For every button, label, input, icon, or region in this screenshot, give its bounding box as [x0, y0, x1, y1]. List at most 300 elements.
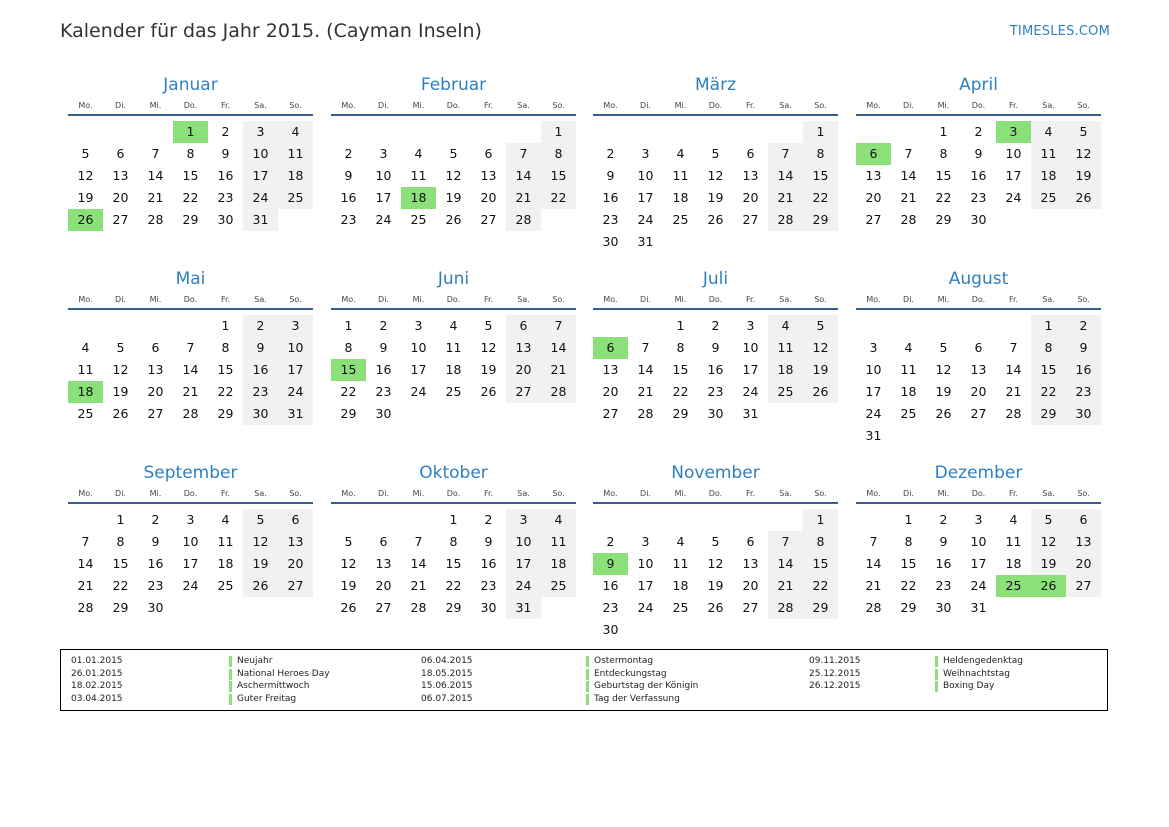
day-cell: 7	[904, 146, 913, 161]
day-cell: 24	[243, 187, 278, 209]
day-cell: 16	[217, 168, 234, 183]
day-cell: 3	[869, 340, 878, 355]
day-cell: 1	[221, 318, 230, 333]
holiday-date: 26.12.2015	[809, 681, 861, 692]
day-cell: 11	[1031, 143, 1066, 165]
weekday-label: Do.	[971, 489, 986, 498]
weekday-label: Mi.	[149, 489, 162, 498]
day-cell: 11	[672, 556, 689, 571]
weekday-label: Sa.	[517, 101, 530, 110]
day-cell: 25	[445, 384, 462, 399]
day-cell: 23	[375, 384, 392, 399]
day-cell: 19	[1031, 553, 1066, 575]
day-cell: 8	[904, 534, 913, 549]
day-cell: 14	[900, 168, 917, 183]
weekday-header	[856, 98, 1101, 116]
day-cell: 1	[116, 512, 125, 527]
day-cell: 26	[340, 600, 357, 615]
day-cell: 16	[375, 362, 392, 377]
day-cell: 19	[1066, 165, 1101, 187]
day-cell: 3	[506, 509, 541, 531]
day-cell: 10	[637, 556, 654, 571]
day-cell: 12	[445, 168, 462, 183]
holiday-date: 26.01.2015	[71, 668, 123, 679]
weekday-label: Fr.	[220, 489, 231, 498]
day-cell: 12	[1031, 531, 1066, 553]
empty-cell	[891, 315, 926, 337]
day-cell: 4	[1009, 512, 1018, 527]
day-cell: 30	[707, 406, 724, 421]
day-cell: 27	[865, 212, 882, 227]
legend-row	[71, 668, 371, 681]
empty-cell	[366, 121, 401, 143]
day-cell: 26	[1066, 187, 1101, 209]
day-cell: 14	[637, 362, 654, 377]
day-cell: 17	[410, 362, 427, 377]
weekday-label: So.	[814, 489, 827, 498]
day-cell: 21	[865, 578, 882, 593]
day-cell: 24	[742, 384, 759, 399]
day-cell: 17	[1005, 168, 1022, 183]
day-cell: 22	[1031, 381, 1066, 403]
day-cell: 28	[637, 406, 654, 421]
month-oktober	[331, 463, 576, 619]
day-cell: 6	[746, 146, 755, 161]
day-cell: 15	[935, 168, 952, 183]
weekday-label: Di.	[903, 101, 914, 110]
weekday-label: Do.	[708, 295, 723, 304]
legend-row	[421, 655, 721, 668]
day-cell: 16	[340, 190, 357, 205]
day-cell: 10	[970, 534, 987, 549]
weekday-label: Di.	[640, 489, 651, 498]
day-cell: 22	[803, 187, 838, 209]
day-cell: 23	[480, 578, 497, 593]
weekday-header	[593, 98, 838, 116]
day-cell: 22	[541, 187, 576, 209]
day-cell: 27	[742, 600, 759, 615]
legend-column	[71, 655, 371, 705]
day-cell: 17	[637, 578, 654, 593]
legend-row	[71, 655, 371, 668]
day-cell: 20	[480, 190, 497, 205]
weekday-label: So.	[814, 101, 827, 110]
day-cell: 5	[449, 146, 458, 161]
weekday-label: Sa.	[1042, 101, 1055, 110]
day-cell: 23	[970, 190, 987, 205]
day-cell: 5	[711, 146, 720, 161]
day-cell: 8	[803, 143, 838, 165]
weekday-label: Di.	[903, 489, 914, 498]
weekday-label: Mo.	[341, 489, 356, 498]
weekday-label: Di.	[903, 295, 914, 304]
day-cell: 29	[340, 406, 357, 421]
weekday-label: So.	[1077, 101, 1090, 110]
month-name: November	[671, 463, 760, 483]
day-cell: 31	[865, 428, 882, 443]
day-cell: 24	[637, 600, 654, 615]
day-cell: 1	[173, 121, 208, 143]
holiday-name: Aschermittwoch	[229, 681, 309, 692]
day-cell: 16	[243, 359, 278, 381]
day-cell: 20	[147, 384, 164, 399]
day-cell: 10	[182, 534, 199, 549]
day-grid	[593, 121, 838, 253]
empty-cell	[768, 121, 803, 143]
month-mai	[68, 269, 313, 425]
day-cell: 4	[1031, 121, 1066, 143]
day-cell: 6	[151, 340, 160, 355]
day-cell: 26	[68, 209, 103, 231]
day-cell: 5	[939, 340, 948, 355]
day-cell: 6	[379, 534, 388, 549]
empty-cell	[663, 121, 698, 143]
holiday-name: Neujahr	[229, 656, 272, 667]
day-cell: 4	[81, 340, 90, 355]
day-cell: 18	[401, 187, 436, 209]
day-cell: 8	[676, 340, 685, 355]
day-cell: 2	[484, 512, 493, 527]
day-cell: 19	[112, 384, 129, 399]
month-name: Januar	[163, 75, 218, 95]
day-cell: 15	[217, 362, 234, 377]
day-cell: 2	[606, 146, 615, 161]
empty-cell	[173, 315, 208, 337]
day-cell: 16	[970, 168, 987, 183]
empty-cell	[698, 121, 733, 143]
day-cell: 13	[506, 337, 541, 359]
day-cell: 21	[900, 190, 917, 205]
day-cell: 17	[506, 553, 541, 575]
day-cell: 13	[742, 168, 759, 183]
day-cell: 4	[541, 509, 576, 531]
day-cell: 10	[375, 168, 392, 183]
day-cell: 22	[182, 190, 199, 205]
day-cell: 1	[1031, 315, 1066, 337]
holiday-name: Geburtstag der Königin	[586, 681, 698, 692]
weekday-label: Sa.	[1042, 489, 1055, 498]
brand-link[interactable]: TIMESLES.COM	[1009, 24, 1110, 39]
day-cell: 29	[112, 600, 129, 615]
month-september	[68, 463, 313, 619]
day-grid	[593, 315, 838, 425]
day-grid	[68, 509, 313, 619]
day-cell: 23	[243, 381, 278, 403]
day-cell: 22	[672, 384, 689, 399]
month-name: Oktober	[419, 463, 488, 483]
month-name: Dezember	[934, 463, 1023, 483]
weekday-label: Di.	[640, 101, 651, 110]
empty-cell	[366, 509, 401, 531]
day-cell: 6	[856, 143, 891, 165]
day-cell: 10	[278, 337, 313, 359]
day-cell: 27	[602, 406, 619, 421]
weekday-label: Di.	[115, 489, 126, 498]
day-cell: 5	[803, 315, 838, 337]
empty-cell	[331, 121, 366, 143]
day-cell: 30	[375, 406, 392, 421]
legend-row	[71, 693, 371, 706]
day-cell: 22	[900, 578, 917, 593]
holiday-name: Tag der Verfassung	[586, 694, 680, 705]
day-cell: 25	[672, 600, 689, 615]
day-cell: 26	[935, 406, 952, 421]
weekday-label: Mi.	[937, 489, 950, 498]
day-cell: 4	[449, 318, 458, 333]
day-cell: 28	[768, 597, 803, 619]
day-cell: 18	[541, 553, 576, 575]
weekday-header	[331, 292, 576, 310]
month-name: Juni	[437, 269, 470, 289]
day-cell: 11	[900, 362, 917, 377]
day-cell: 18	[278, 165, 313, 187]
day-cell: 25	[217, 578, 234, 593]
day-cell: 29	[672, 406, 689, 421]
legend-row	[809, 680, 1109, 693]
weekday-label: Sa.	[779, 101, 792, 110]
day-cell: 24	[970, 578, 987, 593]
day-cell: 23	[602, 212, 619, 227]
day-cell: 20	[742, 190, 759, 205]
day-cell: 14	[147, 168, 164, 183]
day-cell: 2	[974, 124, 983, 139]
holiday-name: Ostermontag	[586, 656, 653, 667]
day-cell: 3	[641, 146, 650, 161]
day-cell: 27	[375, 600, 392, 615]
day-cell: 23	[340, 212, 357, 227]
day-cell: 21	[637, 384, 654, 399]
day-cell: 13	[147, 362, 164, 377]
day-cell: 13	[112, 168, 129, 183]
holiday-date: 09.11.2015	[809, 656, 861, 666]
weekday-label: Do.	[446, 295, 461, 304]
day-cell: 29	[803, 597, 838, 619]
day-cell: 8	[803, 531, 838, 553]
holiday-date: 03.04.2015	[71, 693, 123, 704]
day-cell: 14	[506, 165, 541, 187]
day-cell: 29	[445, 600, 462, 615]
month-januar	[68, 75, 313, 231]
empty-cell	[856, 315, 891, 337]
weekday-label: Mi.	[937, 295, 950, 304]
day-cell: 23	[707, 384, 724, 399]
day-cell: 10	[637, 168, 654, 183]
day-cell: 29	[900, 600, 917, 615]
weekday-label: Do.	[708, 101, 723, 110]
day-cell: 13	[278, 531, 313, 553]
day-cell: 12	[112, 362, 129, 377]
day-cell: 27	[506, 381, 541, 403]
day-cell: 1	[939, 124, 948, 139]
weekday-label: Mi.	[674, 295, 687, 304]
empty-cell	[593, 509, 628, 531]
day-cell: 24	[506, 575, 541, 597]
day-cell: 20	[742, 578, 759, 593]
day-cell: 19	[803, 359, 838, 381]
empty-cell	[68, 121, 103, 143]
day-cell: 19	[935, 384, 952, 399]
empty-cell	[856, 121, 891, 143]
day-cell: 30	[217, 212, 234, 227]
weekday-label: Mi.	[674, 489, 687, 498]
day-cell: 25	[541, 575, 576, 597]
weekday-label: Fr.	[483, 101, 494, 110]
weekday-label: Do.	[971, 295, 986, 304]
day-cell: 2	[606, 534, 615, 549]
day-cell: 4	[221, 512, 230, 527]
day-cell: 13	[375, 556, 392, 571]
day-cell: 22	[445, 578, 462, 593]
day-cell: 2	[379, 318, 388, 333]
day-cell: 9	[593, 553, 628, 575]
month-name: Februar	[420, 75, 487, 95]
day-cell: 10	[1005, 146, 1022, 161]
day-cell: 29	[217, 406, 234, 421]
weekday-label: Do.	[183, 295, 198, 304]
day-cell: 21	[541, 359, 576, 381]
day-cell: 20	[375, 578, 392, 593]
day-cell: 8	[939, 146, 948, 161]
month-name: Juli	[702, 269, 729, 289]
day-cell: 7	[414, 534, 423, 549]
day-cell: 17	[278, 359, 313, 381]
weekday-label: Fr.	[483, 489, 494, 498]
weekday-header	[593, 486, 838, 504]
day-cell: 20	[602, 384, 619, 399]
day-cell: 26	[707, 212, 724, 227]
day-cell: 31	[637, 234, 654, 249]
empty-cell	[733, 121, 768, 143]
day-cell: 29	[182, 212, 199, 227]
day-cell: 3	[278, 315, 313, 337]
day-cell: 8	[1031, 337, 1066, 359]
day-grid	[856, 315, 1101, 447]
empty-cell	[996, 315, 1031, 337]
empty-cell	[331, 509, 366, 531]
day-cell: 3	[379, 146, 388, 161]
day-cell: 12	[707, 168, 724, 183]
day-cell: 25	[672, 212, 689, 227]
day-cell: 17	[637, 190, 654, 205]
empty-cell	[628, 509, 663, 531]
day-cell: 3	[746, 318, 755, 333]
day-cell: 20	[865, 190, 882, 205]
empty-cell	[856, 509, 891, 531]
day-cell: 5	[243, 509, 278, 531]
weekday-label: Mi.	[149, 101, 162, 110]
day-cell: 13	[742, 556, 759, 571]
empty-cell	[138, 315, 173, 337]
weekday-label: Fr.	[1008, 489, 1019, 498]
empty-cell	[768, 509, 803, 531]
day-cell: 18	[217, 556, 234, 571]
day-cell: 24	[182, 578, 199, 593]
month-dezember	[856, 463, 1101, 619]
month-april	[856, 75, 1101, 231]
day-cell: 25	[900, 406, 917, 421]
day-cell: 29	[1031, 403, 1066, 425]
weekday-label: Di.	[115, 101, 126, 110]
day-cell: 10	[410, 340, 427, 355]
day-cell: 7	[506, 143, 541, 165]
empty-cell	[733, 509, 768, 531]
empty-cell	[663, 509, 698, 531]
day-cell: 8	[221, 340, 230, 355]
day-cell: 4	[278, 121, 313, 143]
day-cell: 24	[865, 406, 882, 421]
day-cell: 21	[77, 578, 94, 593]
day-cell: 5	[1031, 509, 1066, 531]
day-cell: 30	[243, 403, 278, 425]
weekday-header	[331, 98, 576, 116]
day-cell: 11	[445, 340, 462, 355]
day-cell: 29	[935, 212, 952, 227]
day-cell: 3	[414, 318, 423, 333]
day-cell: 31	[970, 600, 987, 615]
weekday-label: So.	[814, 295, 827, 304]
day-grid	[856, 509, 1101, 619]
day-cell: 22	[935, 190, 952, 205]
empty-cell	[961, 315, 996, 337]
day-cell: 7	[541, 315, 576, 337]
weekday-label: Sa.	[254, 295, 267, 304]
day-cell: 7	[768, 531, 803, 553]
day-cell: 16	[480, 556, 497, 571]
day-cell: 11	[217, 534, 234, 549]
day-cell: 6	[974, 340, 983, 355]
day-cell: 31	[506, 597, 541, 619]
day-cell: 28	[900, 212, 917, 227]
day-cell: 19	[707, 578, 724, 593]
weekday-label: Mo.	[866, 101, 881, 110]
day-cell: 16	[707, 362, 724, 377]
empty-cell	[593, 315, 628, 337]
holiday-name: Entdeckungstag	[586, 669, 667, 680]
day-cell: 4	[676, 146, 685, 161]
day-cell: 30	[147, 600, 164, 615]
weekday-label: Sa.	[254, 101, 267, 110]
day-cell: 4	[414, 146, 423, 161]
day-cell: 21	[506, 187, 541, 209]
day-cell: 27	[147, 406, 164, 421]
weekday-label: Fr.	[483, 295, 494, 304]
month-november	[593, 463, 838, 641]
day-cell: 5	[81, 146, 90, 161]
day-cell: 16	[147, 556, 164, 571]
day-cell: 2	[711, 318, 720, 333]
day-cell: 25	[1031, 187, 1066, 209]
day-cell: 1	[676, 318, 685, 333]
day-cell: 13	[602, 362, 619, 377]
day-cell: 17	[375, 190, 392, 205]
weekday-label: Fr.	[1008, 295, 1019, 304]
weekday-label: So.	[1077, 295, 1090, 304]
day-cell: 10	[506, 531, 541, 553]
weekday-label: Mo.	[866, 489, 881, 498]
day-cell: 19	[445, 190, 462, 205]
day-cell: 2	[221, 124, 230, 139]
weekday-label: Mi.	[412, 101, 425, 110]
month-name: März	[695, 75, 736, 95]
weekday-label: Di.	[115, 295, 126, 304]
day-cell: 19	[340, 578, 357, 593]
weekday-label: So.	[552, 489, 565, 498]
day-cell: 5	[484, 318, 493, 333]
day-cell: 19	[77, 190, 94, 205]
day-cell: 12	[340, 556, 357, 571]
weekday-label: Mo.	[866, 295, 881, 304]
day-cell: 7	[1009, 340, 1018, 355]
